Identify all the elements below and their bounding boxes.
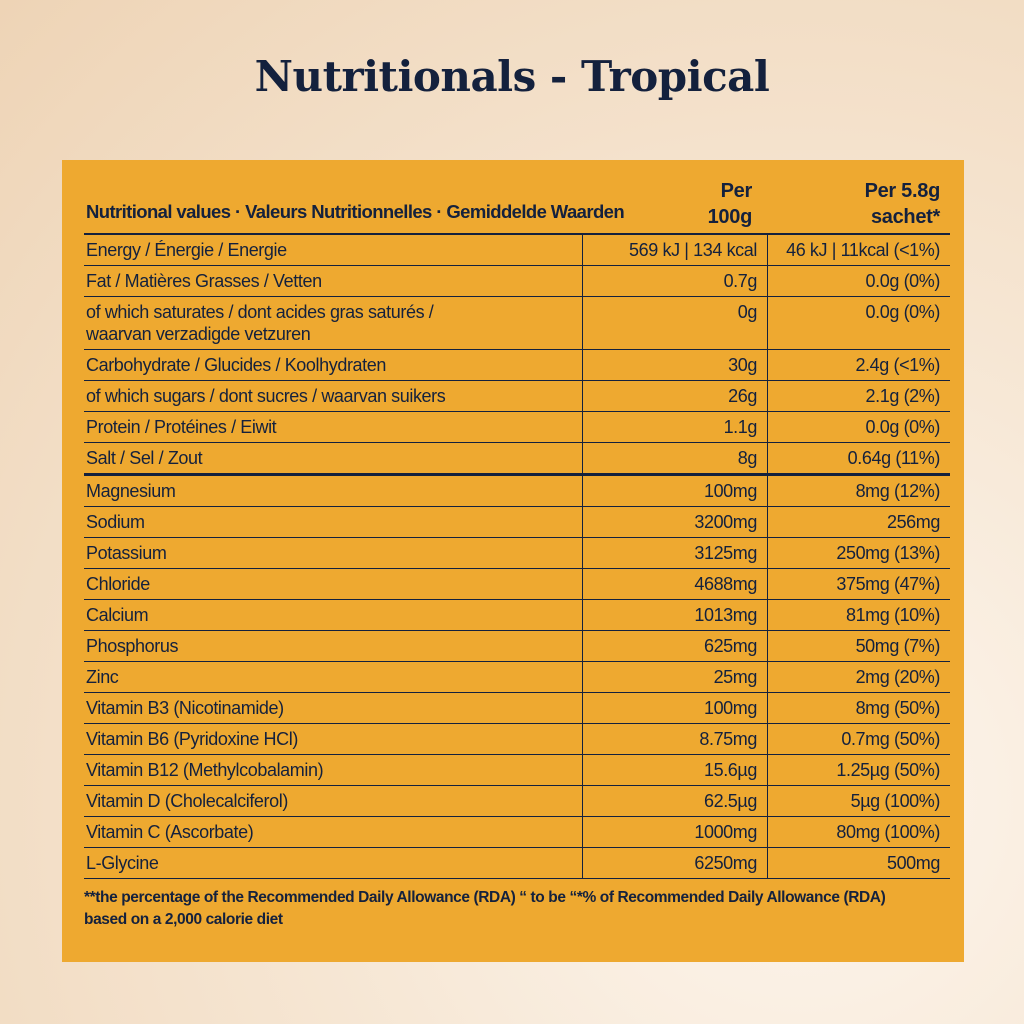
value-per-sachet: 500mg <box>767 848 950 878</box>
value-per-sachet: 50mg (7%) <box>767 631 950 661</box>
page-title: Nutritionals - Tropical <box>254 52 770 101</box>
header-per-100g: Per 100g <box>707 180 752 228</box>
table-row <box>84 235 950 266</box>
value-per-sachet: 0.0g (0%) <box>767 297 950 349</box>
value-per-sachet: 2.4g (<1%) <box>767 350 950 380</box>
value-per-sachet: 8mg (50%) <box>767 693 950 723</box>
value-per-100g: 100mg <box>582 693 767 723</box>
table-row <box>84 412 950 443</box>
value-per-sachet: 0.0g (0%) <box>767 412 950 442</box>
nutrient-name: of which saturates / dont acides gras saturés / waarvan verzadigde vetzuren <box>86 302 434 344</box>
value-per-100g: 15.6µg <box>582 755 767 785</box>
value-per-100g: 6250mg <box>582 848 767 878</box>
table-row <box>84 507 950 538</box>
table-row <box>84 266 950 297</box>
table-row <box>84 786 950 817</box>
value-per-sachet: 0.0g (0%) <box>767 266 950 296</box>
nutrition-table <box>84 176 950 931</box>
nutrient-name: Fat / Matières Grasses / Vetten <box>86 271 322 291</box>
table-row <box>84 443 950 476</box>
table-row <box>84 297 950 350</box>
value-per-100g: 1000mg <box>582 817 767 847</box>
nutrient-name: L-Glycine <box>86 853 159 873</box>
value-per-sachet: 2.1g (2%) <box>767 381 950 411</box>
nutrition-panel <box>62 160 964 962</box>
value-per-sachet: 0.64g (11%) <box>767 443 950 473</box>
table-row <box>84 569 950 600</box>
value-per-100g: 1013mg <box>582 600 767 630</box>
table-row <box>84 600 950 631</box>
nutrient-name: Vitamin D (Cholecalciferol) <box>86 791 288 811</box>
table-row <box>84 724 950 755</box>
table-row <box>84 381 950 412</box>
nutrient-name: Phosphorus <box>86 636 179 656</box>
value-per-100g: 1.1g <box>582 412 767 442</box>
table-row <box>84 631 950 662</box>
value-per-100g: 30g <box>582 350 767 380</box>
table-row <box>84 350 950 381</box>
nutrient-name: Energy / Énergie / Energie <box>86 240 287 260</box>
nutrient-name: Potassium <box>86 543 167 563</box>
nutrient-name: Chloride <box>86 574 150 594</box>
table-row <box>84 476 950 507</box>
nutrient-name: Vitamin C (Ascorbate) <box>86 822 254 842</box>
nutrient-name: Magnesium <box>86 481 176 501</box>
table-row <box>84 662 950 693</box>
value-per-sachet: 256mg <box>767 507 950 537</box>
value-per-100g: 0.7g <box>582 266 767 296</box>
nutrient-name: Vitamin B6 (Pyridoxine HCl) <box>86 729 298 749</box>
value-per-sachet: 5µg (100%) <box>767 786 950 816</box>
value-per-100g: 625mg <box>582 631 767 661</box>
value-per-100g: 62.5µg <box>582 786 767 816</box>
nutrient-name: Carbohydrate / Glucides / Koolhydraten <box>86 355 386 375</box>
nutrient-name: Zinc <box>86 667 119 687</box>
value-per-sachet: 46 kJ | 11kcal (<1%) <box>767 235 950 265</box>
value-per-100g: 3200mg <box>582 507 767 537</box>
table-row <box>84 693 950 724</box>
nutrient-name: Sodium <box>86 512 145 532</box>
value-per-sachet: 80mg (100%) <box>767 817 950 847</box>
nutrient-name: Calcium <box>86 605 149 625</box>
value-per-100g: 8g <box>582 443 767 473</box>
value-per-100g: 8.75mg <box>582 724 767 754</box>
header-per-sachet: Per 5.8g sachet* <box>864 180 940 228</box>
nutrient-name: Vitamin B12 (Methylcobalamin) <box>86 760 324 780</box>
table-header <box>84 176 950 235</box>
value-per-sachet: 250mg (13%) <box>767 538 950 568</box>
nutrient-name: of which sugars / dont sucres / waarvan suikers <box>86 386 446 406</box>
nutrient-name: Vitamin B3 (Nicotinamide) <box>86 698 284 718</box>
value-per-sachet: 0.7mg (50%) <box>767 724 950 754</box>
table-row <box>84 848 950 879</box>
value-per-sachet: 375mg (47%) <box>767 569 950 599</box>
nutrient-name: Protein / Protéines / Eiwit <box>86 417 277 437</box>
nutrient-name: Salt / Sel / Zout <box>86 448 203 468</box>
value-per-100g: 100mg <box>582 476 767 506</box>
value-per-sachet: 81mg (10%) <box>767 600 950 630</box>
value-per-100g: 0g <box>582 297 767 349</box>
value-per-sachet: 8mg (12%) <box>767 476 950 506</box>
table-row <box>84 755 950 786</box>
table-row <box>84 538 950 569</box>
header-nutritional-values: Nutritional values · Valeurs Nutritionnelles · Gemiddelde Waarden <box>86 201 625 222</box>
table-row <box>84 817 950 848</box>
footnote: **the percentage of the Recommended Daily Allowance (RDA) “ to be “*% of Recommended Daily Allowance (RDA) based on a 2,000 calorie diet <box>84 889 886 928</box>
value-per-100g: 26g <box>582 381 767 411</box>
value-per-100g: 25mg <box>582 662 767 692</box>
table-body <box>84 235 950 879</box>
value-per-sachet: 1.25µg (50%) <box>767 755 950 785</box>
value-per-100g: 3125mg <box>582 538 767 568</box>
value-per-sachet: 2mg (20%) <box>767 662 950 692</box>
value-per-100g: 4688mg <box>582 569 767 599</box>
value-per-100g: 569 kJ | 134 kcal <box>582 235 767 265</box>
